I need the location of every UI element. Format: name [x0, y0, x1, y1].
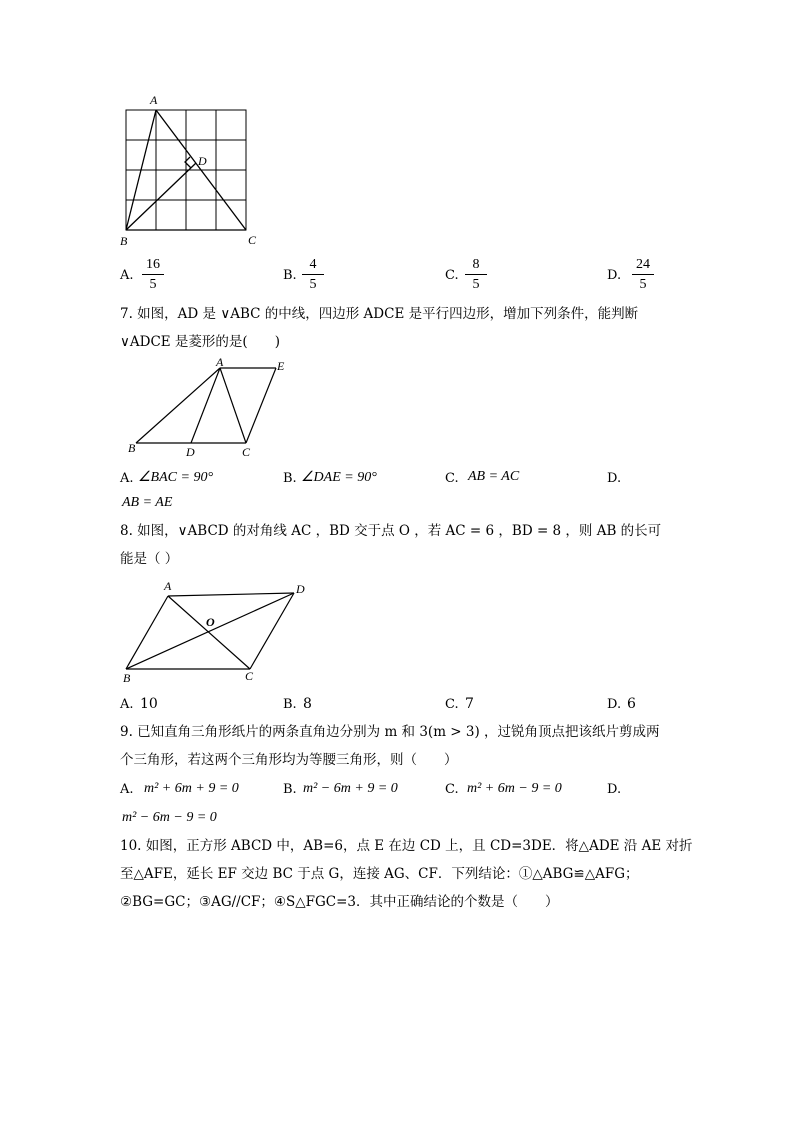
point-d: D [296, 582, 305, 596]
q6-option-a-value: 16 5 [138, 256, 168, 293]
q10-stem-line2: 至△AFE，延长 EF 交边 BC 于点 G，连接 AG、CF．下列结论：①△ABG≌△AFG； [120, 866, 639, 882]
point-a: A [216, 356, 224, 369]
q9-option-a-letter: A. [120, 782, 134, 797]
q9-option-b-text: m² − 6m + 9 = 0 [303, 781, 398, 796]
q7-option-c-letter: C. [445, 471, 459, 486]
q8-option-c-letter: C. [445, 697, 459, 712]
q9-option-d-letter: D. [607, 782, 622, 797]
q8-option-a-text: 10 [140, 696, 158, 712]
q8-stem-line2: 能是（ ） [120, 551, 179, 567]
point-d: D [186, 445, 195, 459]
q10-stem-line1: 10. 如图，正方形 ABCD 中，AB=6，点 E 在边 CD 上，且 CD=3DE．将△ADE 沿 AE 对折 [120, 838, 693, 854]
q6-option-c-value: 8 5 [461, 256, 491, 293]
q7-option-a-text: ∠BAC = 90° [138, 470, 214, 485]
point-c: C [248, 233, 257, 247]
q8-option-b-text: 8 [303, 696, 312, 712]
q8-figure [118, 574, 318, 684]
q7-option-b-text: ∠DAE = 90° [301, 470, 377, 485]
q6-option-c-letter: C. [445, 268, 459, 283]
q9-option-a-text: m² + 6m + 9 = 0 [144, 781, 239, 796]
q9-stem-line2: 个三角形，若这两个三角形均为等腰三角形，则（ ） [120, 752, 458, 768]
q6-option-d-value: 24 5 [628, 256, 658, 293]
q9-option-b-letter: B. [283, 782, 297, 797]
point-c: C [245, 669, 254, 683]
q6-option-b-letter: B. [283, 268, 297, 283]
point-b: B [120, 234, 128, 248]
q7-stem-line2: ∨ADCE 是菱形的是( ) [120, 334, 280, 350]
q7-stem-line1: 7. 如图，AD 是 ∨ABC 的中线，四边形 ADCE 是平行四边形，增加下列条件，能判断 [120, 306, 639, 322]
point-d: D [198, 154, 207, 168]
q9-stem-line1: 9. 已知直角三角形纸片的两条直角边分别为 m 和 3(m > 3) ，过锐角顶点把该纸片剪成两 [120, 724, 660, 740]
q9-option-c-letter: C. [445, 782, 459, 797]
q8-option-b-letter: B. [283, 697, 297, 712]
point-b: B [123, 671, 131, 684]
q8-option-a-letter: A. [120, 697, 134, 712]
point-c: C [242, 445, 251, 459]
q7-option-c-text: AB = AC [468, 469, 520, 484]
q7-option-d-letter: D. [607, 471, 622, 486]
q10-stem-line3: ②BG=GC；③AG//CF；④S△FGC=3．其中正确结论的个数是（ ） [120, 894, 559, 910]
q6-option-d-letter: D. [607, 268, 622, 283]
q6-option-b-value: 4 5 [298, 256, 328, 293]
q8-stem-line1: 8. 如图，∨ABCD 的对角线 AC ，BD 交于点 O ，若 AC = 6 ，BD = 8 ，则 AB 的长可 [120, 523, 662, 539]
q7-option-a-letter: A. [120, 471, 134, 486]
q7-figure [120, 356, 300, 461]
point-e: E [277, 359, 285, 373]
point-a: A [150, 93, 158, 107]
q7-option-d-text: AB = AE [122, 495, 173, 510]
q8-option-c-text: 7 [465, 696, 474, 712]
q9-option-c-text: m² + 6m − 9 = 0 [467, 781, 562, 796]
q8-option-d-letter: D. [607, 697, 622, 712]
q6-option-a-letter: A. [120, 268, 134, 283]
point-b: B [128, 441, 136, 455]
q7-option-b-letter: B. [283, 471, 297, 486]
point-o: O [206, 615, 215, 629]
q8-option-d-text: 6 [627, 696, 636, 712]
q9-option-d-text: m² − 6m − 9 = 0 [122, 810, 217, 825]
point-a: A [164, 579, 172, 593]
q6-figure [110, 90, 270, 250]
